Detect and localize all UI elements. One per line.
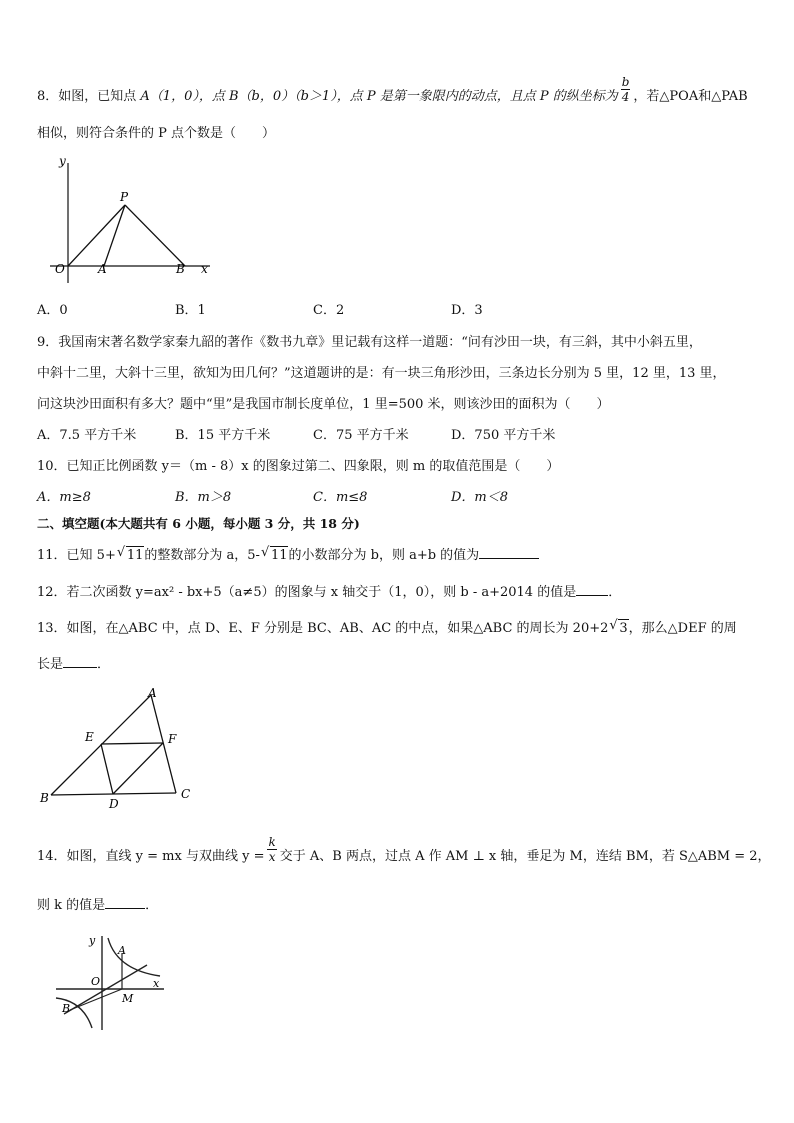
q14-label-A: A bbox=[118, 944, 126, 957]
q14-post: 交于 A、B 两点，过点 A 作 AM ⊥ x 轴，垂足为 M，连结 BM，若 S△ABM = 2， bbox=[279, 849, 771, 864]
q14-label-M: M bbox=[122, 992, 134, 1005]
q13-pre: 13．如图，在△ABC 中，点 D、E、F 分别是 BC、AB、AC 的中点，如果△ABC 的周长为 20+2 bbox=[37, 621, 609, 636]
q13-line1 bbox=[37, 619, 737, 638]
q10-line1: 10．已知正比例函数 y＝（m - 8）x 的图象过第二、四象限，则 m 的取值范围是（ ） bbox=[37, 459, 560, 474]
q13-label-D: D bbox=[109, 797, 119, 810]
q12-text: 12．若二次函数 y=ax² - bx+5（a≠5）的图象与 x 轴交于（1，0），则 b - a+2014 的值是 bbox=[37, 585, 577, 600]
q14-pre: 14．如图，直线 y = mx 与双曲线 y = bbox=[37, 849, 265, 864]
q13-label-A: A bbox=[148, 686, 157, 700]
q8-line2: 相似，则符合条件的 P 点个数是（ ） bbox=[37, 126, 276, 141]
q11-mid: 的整数部分为 a，5- bbox=[144, 548, 260, 563]
q12-end: ． bbox=[608, 585, 622, 600]
q8-fraction bbox=[621, 75, 631, 104]
q13-rad-value: 3 bbox=[619, 621, 628, 636]
q13-label-B: B bbox=[40, 791, 49, 805]
q13-post: ，那么△DEF 的周 bbox=[628, 621, 737, 636]
q13-answer-blank[interactable] bbox=[63, 655, 97, 668]
q13-figure bbox=[38, 685, 213, 810]
q14-label-x: x bbox=[153, 977, 160, 990]
q10-option-b[interactable]: B．m＞8 bbox=[175, 490, 232, 505]
q9-line1: 9．我国南宋著名数学家秦九韶的著作《数书九章》里记载有这样一道题：“问有沙田一块，有三斜，其中小斜五里， bbox=[37, 335, 702, 350]
q9-option-c[interactable]: C．75 平方千米 bbox=[313, 428, 409, 443]
q8-text-a: 8．如图，已知点 bbox=[37, 89, 141, 104]
section2-title: 二、填空题(本大题共有 6 小题，每小题 3 分，共 18 分) bbox=[37, 516, 360, 531]
q11-rad2-value: 11 bbox=[270, 548, 288, 563]
q8-option-b[interactable]: B．1 bbox=[175, 303, 206, 318]
q13-label-C: C bbox=[181, 787, 191, 801]
q14-line2-end: ． bbox=[145, 898, 159, 913]
q14-answer-blank[interactable] bbox=[105, 896, 145, 909]
q13-line2 bbox=[37, 655, 110, 674]
q9-line2: 中斜十二里，大斜十三里，欲知为田几何？”这道题讲的是：有一块三角形沙田，三条边长分别为 5 里，12 里，13 里， bbox=[37, 366, 726, 381]
q8-option-c[interactable]: C．2 bbox=[313, 303, 345, 318]
q11-post: 的小数部分为 b，则 a+b 的值为 bbox=[288, 548, 480, 563]
q13-label-E: E bbox=[85, 730, 94, 744]
q14-frac-num: k bbox=[268, 835, 276, 849]
q14-label-y: y bbox=[89, 934, 96, 947]
q11-radical2 bbox=[270, 546, 289, 565]
q14-figure bbox=[52, 932, 177, 1032]
q8-text-b: A（1，0），点 B（b，0）（b＞1），点 P 是第一象限内的动点，且点 P 的纵坐标为 bbox=[140, 89, 618, 104]
q13-radical bbox=[618, 619, 628, 638]
q12-line bbox=[37, 583, 621, 602]
q14-label-O: O bbox=[91, 975, 101, 988]
q14-line1 bbox=[37, 835, 771, 866]
q8-option-a[interactable]: A．0 bbox=[37, 303, 68, 318]
q10-option-c[interactable]: C．m≤8 bbox=[313, 490, 368, 505]
q8-line1 bbox=[37, 75, 748, 106]
q11-radical1 bbox=[126, 546, 145, 565]
q14-line2-pre: 则 k 的值是 bbox=[37, 898, 106, 913]
q8-label-O: O bbox=[55, 262, 65, 276]
q8-label-x: x bbox=[201, 262, 208, 276]
q10-option-a[interactable]: A．m≥8 bbox=[37, 490, 91, 505]
q13-label-F: F bbox=[168, 732, 177, 746]
q10-option-d[interactable]: D．m＜8 bbox=[451, 490, 509, 505]
q14-line2 bbox=[37, 896, 158, 915]
q13-line2-end: ． bbox=[97, 657, 111, 672]
q8-label-A: A bbox=[98, 262, 107, 276]
q9-option-b[interactable]: B．15 平方千米 bbox=[175, 428, 271, 443]
q14-label-B: B bbox=[62, 1002, 71, 1015]
q12-answer-blank[interactable] bbox=[576, 583, 608, 596]
q11-pre: 11．已知 5+ bbox=[37, 548, 116, 563]
q8-label-B: B bbox=[176, 262, 185, 276]
q8-frac-den: 4 bbox=[621, 90, 630, 104]
q8-label-y: y bbox=[59, 154, 66, 168]
q13-line2-pre: 长是 bbox=[37, 657, 64, 672]
q8-text-c: ，若△POA和△PAB bbox=[633, 89, 748, 104]
q11-answer-blank[interactable] bbox=[479, 546, 539, 559]
q9-line3: 问这块沙田面积有多大？题中“里”是我国市制长度单位，1 里=500 米，则该沙田的面积为（ ） bbox=[37, 397, 610, 412]
q9-option-d[interactable]: D．750 平方千米 bbox=[451, 428, 556, 443]
q11-line bbox=[37, 546, 539, 565]
q8-option-d[interactable]: D．3 bbox=[451, 303, 483, 318]
q8-figure bbox=[45, 153, 235, 288]
q11-rad1-value: 11 bbox=[126, 548, 144, 563]
q14-frac-den: x bbox=[268, 850, 276, 864]
q9-option-a[interactable]: A．7.5 平方千米 bbox=[37, 428, 137, 443]
q8-frac-num: b bbox=[621, 75, 630, 89]
q8-label-P: P bbox=[120, 190, 129, 204]
q14-fraction bbox=[267, 835, 276, 864]
